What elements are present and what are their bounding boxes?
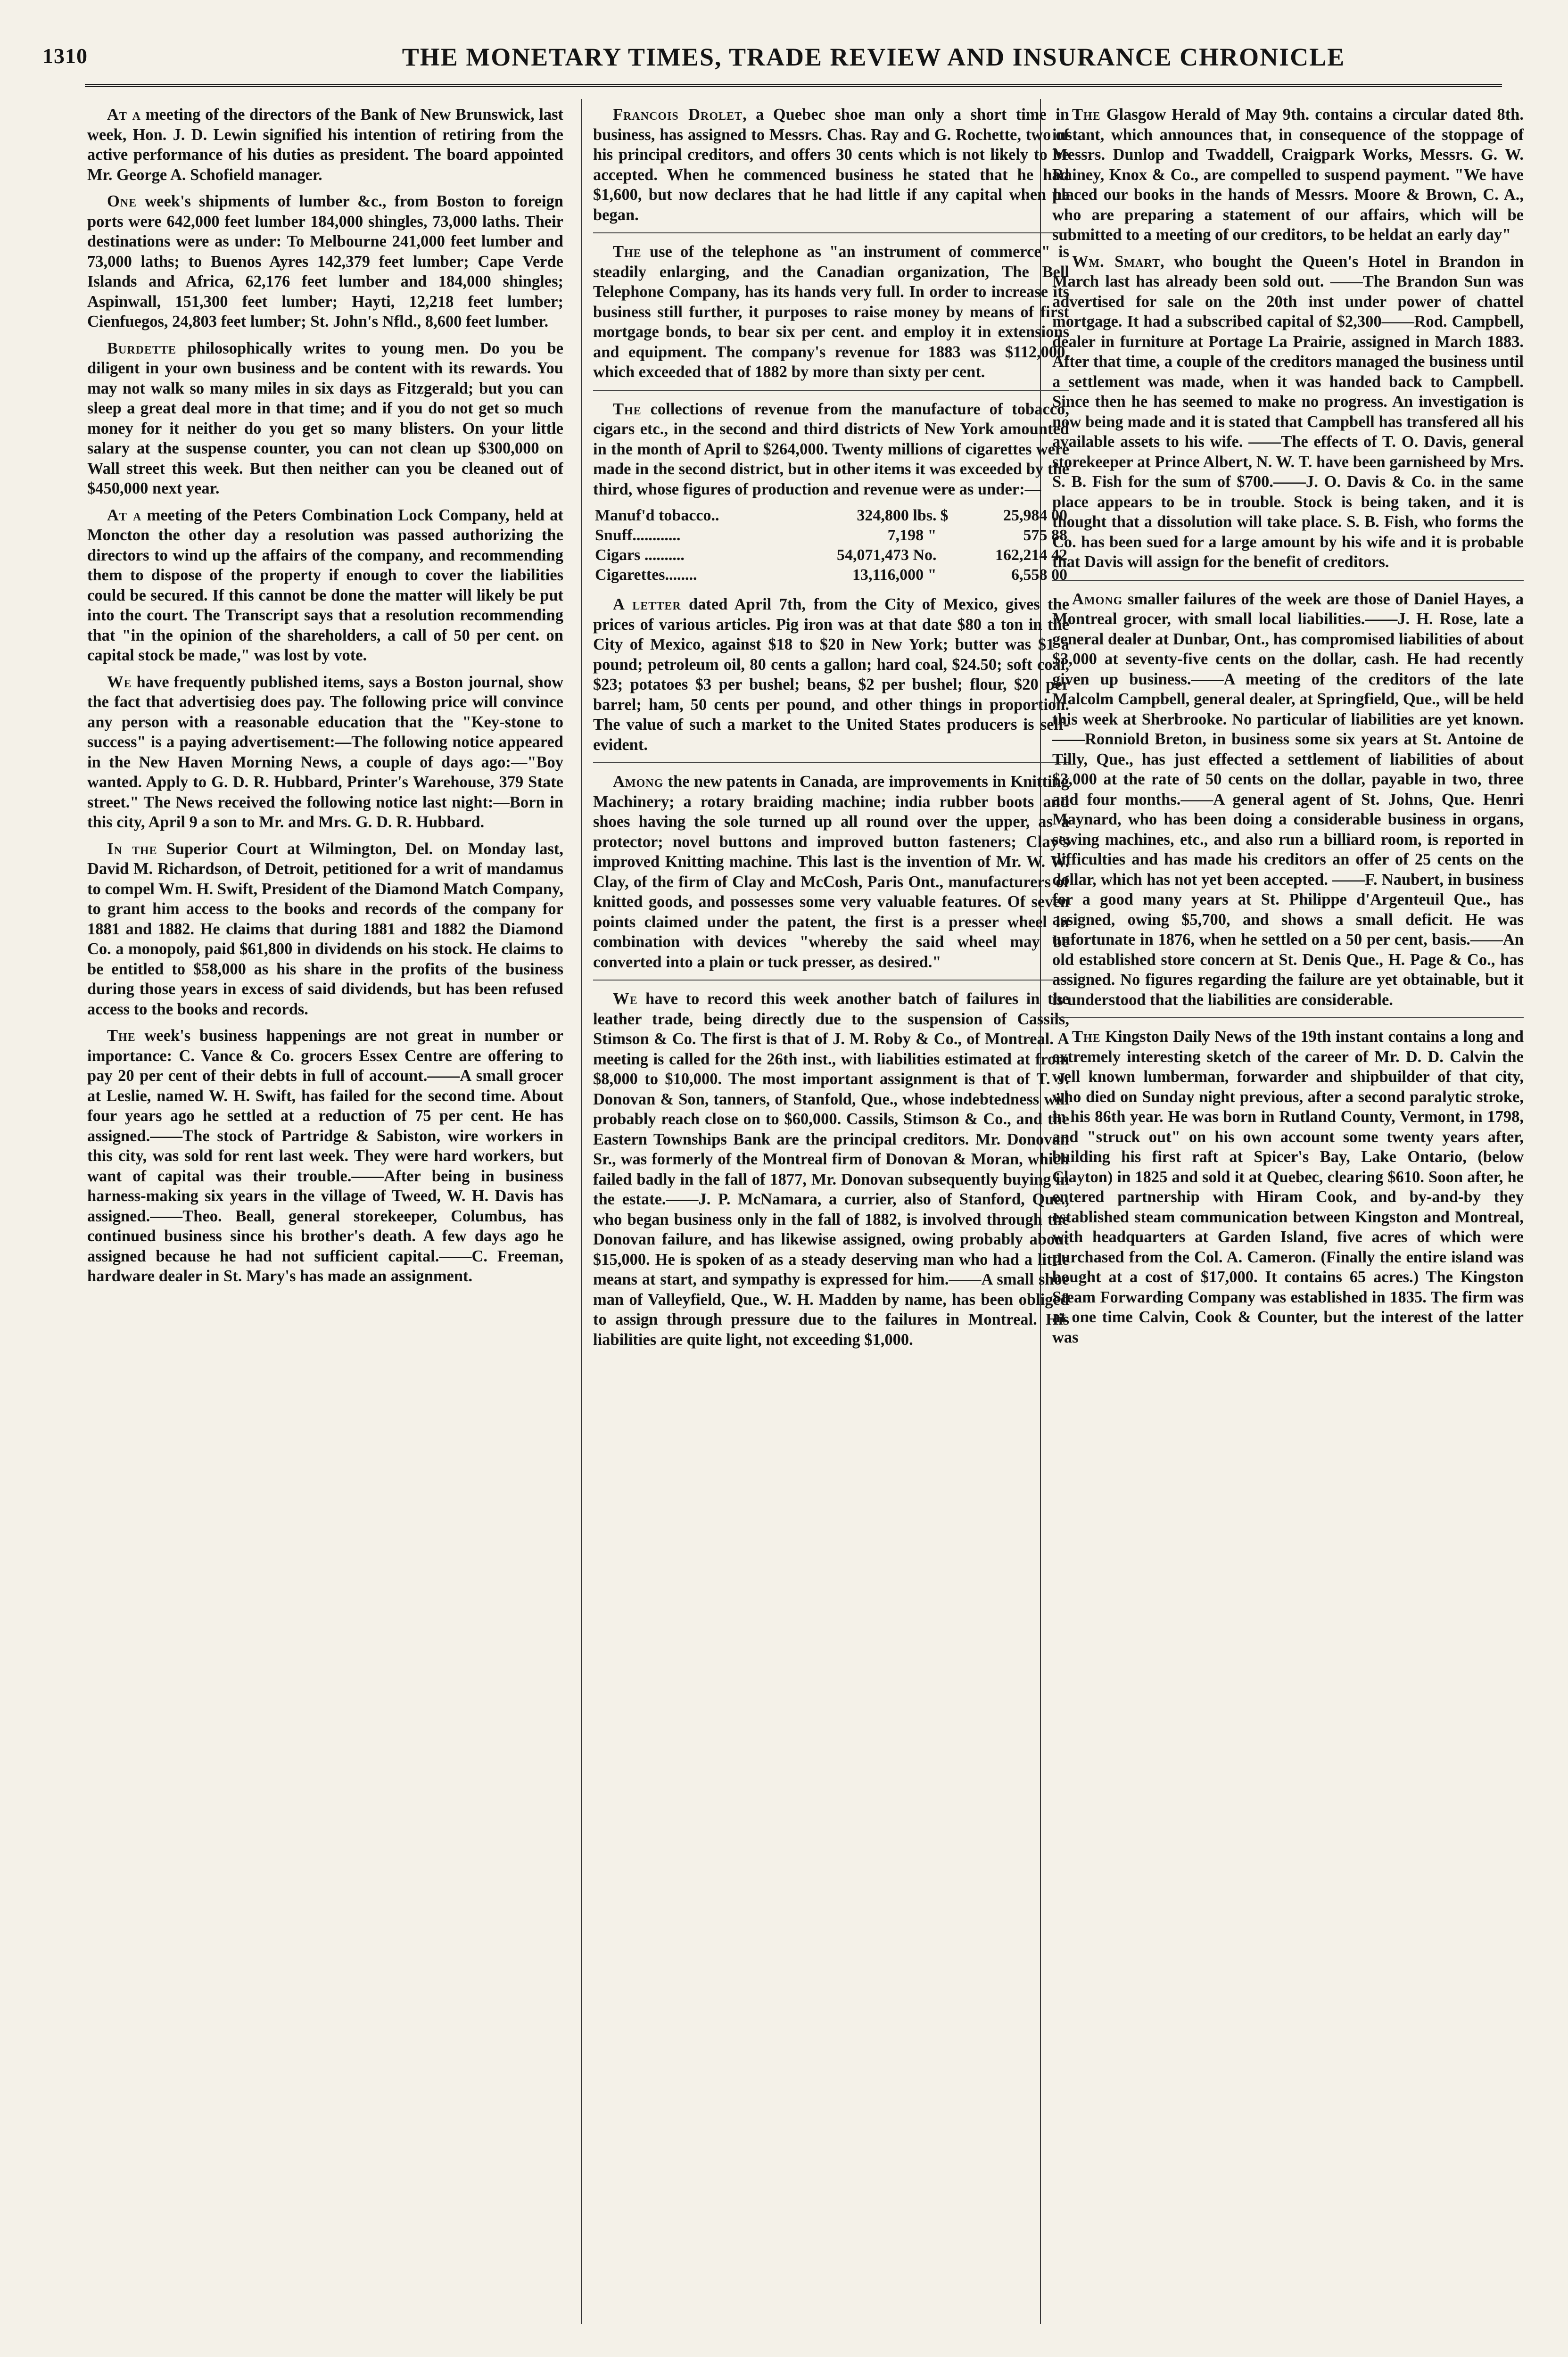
item-separator <box>593 232 1069 233</box>
table-row <box>593 506 1069 526</box>
table-cell-dollar <box>939 526 956 545</box>
column-rule-1 <box>581 99 582 2324</box>
article-lead: Francois Drolet <box>613 106 743 124</box>
article-text: the new patents in Canada, are improvements in Knitting Machinery; a rotary braiding machine; india rubber boots and shoes having the sole turned up all round over the upper, as a protector; novel buttons and improved button fasteners; Clay's improved Knitting machine. This last is the invention of Mr. W. W. Clay, of the firm of Clay and McCosh, Paris Ont., manufacturers of knitted goods, and possesses some very valuable features. Of seven points claimed under the patent, the first is a presser wheel in combination with devices "whereby the said wheel may be converted into a plain or tuck presser, as desired." <box>593 773 1069 971</box>
item-separator <box>593 390 1069 391</box>
article-text: meeting of the directors of the Bank of New Brunswick, last week, Hon. J. D. Lewin signified his intention of retiring from the active performance of his duties as president. The board appointed Mr. George A. Schofield manager. <box>87 106 563 184</box>
article-text: meeting of the Peters Combination Lock Company, held at Moncton the other day a resolution was passed authorizing the directors to wind up the affairs of the company, and recommending them to dispose of the property if enough to cover the liabilities could be secured. If this cannot be done the matter will likely be put into the court. The Transcript says that a resolution recommending that "in the opinion of the shareholders, a call of 50 per cent. on capital stock be made," was lost by vote. <box>87 506 563 664</box>
table-cell-item: Cigarettes........ <box>595 566 697 584</box>
article-mexico-prices <box>593 594 1069 755</box>
article-lead: Wm. Smart <box>1072 252 1160 271</box>
article-tobacco-revenue <box>593 399 1069 500</box>
table-cell-quantity: 13,116,000 " <box>852 566 937 584</box>
article-lead: The <box>107 1027 136 1045</box>
column-3 <box>1052 105 1524 2320</box>
article-lead: One <box>107 192 137 210</box>
article-text: Superior Court at Wilmington, Del. on Monday last, David M. Richardson, of Detroit, petitioned for a writ of mandamus to compel Wm. H. Swift, President of the Diamond Match Company, to grant him access to the books and records of the company for 1881 and 1882. He claims that during 1881 and 1882 the Diamond Co. a monopoly, paid $61,800 in dividends on his stock. He claims to be entitled to $58,000 as his share in the profits of the business during those years in excess of said dividends, but has been refused access to the books and records. <box>87 840 563 1018</box>
article-text: dated April 7th, from the City of Mexico, gives the prices of various articles. Pig iron was at that date $80 a ton in the City of Mexico, against $18 to $20 in New York; butter was $1 a pound; petroleum oil, 80 cents a gallon; hard coal, $24.50; soft coal, $23; potatoes $3 per bushel; beans, $2 per bushel; flour, $20 per barrel; ham, 50 cents per pound, and other things in proportion. The value of such a market to the United States producers is self-evident. <box>593 595 1069 754</box>
article-diamond-match <box>87 839 563 1020</box>
article-text: , a Quebec shoe man only a short time in business, has assigned to Messrs. Chas. Ray and G. Rochette, two of his principal creditors, and offers 30 cents which is not likely to be accepted. When he commenced business he stated that he had $1,600, but now declares that he had little if any capital when he began. <box>593 106 1069 224</box>
table-row <box>593 565 1069 585</box>
article-lead: A letter <box>613 595 681 613</box>
article-burdette <box>87 338 563 499</box>
article-patents <box>593 772 1069 972</box>
item-separator <box>593 980 1069 981</box>
article-lead: Burdette <box>107 339 177 357</box>
article-lead: The <box>613 400 642 418</box>
article-lead: At a <box>107 106 141 124</box>
article-lead: We <box>613 990 638 1008</box>
running-title: THE MONETARY TIMES, TRADE REVIEW AND INSURANCE CHRONICLE <box>402 43 1345 71</box>
table-cell-quantity: 324,800 lbs. <box>857 507 937 524</box>
article-text: week's shipments of lumber &c., from Boston to foreign ports were 642,000 feet lumber 184,000 shingles, 73,000 laths. Their destinations were as under: To Melbourne 241,000 feet lumber and 73,000 laths; to Buenos Ayres 142,379 feet lumber; Cape Verde Islands and Africa, 62,176 feet lumber and 184,000 shingles; Aspinwall, 151,300 feet lumber; Hayti, 12,218 feet lumber; Cienfuegos, 24,803 feet lumber; St. John's Nfld., 8,600 feet lumber. <box>87 192 563 330</box>
table-cell-dollar <box>939 545 956 565</box>
column-1 <box>87 105 563 2320</box>
table-cell-revenue: 6,558 00 <box>1011 566 1067 584</box>
table-cell-dollar <box>939 565 956 585</box>
header-rule <box>85 84 1502 90</box>
article-text: collections of revenue from the manufacture of tobacco, cigars etc., in the second and third districts of New York amounted in the month of April to $264,000. Twenty millions of cigarettes were made in the second district, but in other items it was exceeded by the third, whose figures of production and revenue were as under:— <box>593 400 1069 498</box>
article-lead: The <box>613 243 642 261</box>
article-text: have to record this week another batch of failures in the leather trade, being directly due to the suspension of Cassils, Stimson & Co. The first is that of J. M. Roby & Co., of Montreal. A meeting is called for the 26th inst., with liabilities estimated at from $8,000 to $10,000. The most important assignment is that of T. J. Donovan & Son, tanners, of Stanfold, Que., whose indebtedness will probably reach close on to $60,000. Cassils, Stimson & Co., and the Eastern Townships Bank are the principal creditors. Mr. Donovan Sr., was formerly of the Montreal firm of Donovan & Moran, which failed badly in the fall of 1877, Mr. Donovan subsequently buying in the estate.——J. P. McNamara, a currier, also of Stanford, Que., who began business only in the fall of 1882, is involved through the Donovan failure, and has likewise assigned, owing probably about $15,000. He is spoken of as a steady deserving man who had a little means at start, and sympathy is expressed for him.——A small shoe man of Valleyfield, Que., W. H. Madden by name, has been obliged to assign through pressure due to the failures in Montreal. His liabilities are quite light, not exceeding $1,000. <box>593 990 1069 1349</box>
article-smart-brandon <box>1052 252 1524 572</box>
article-smaller-failures <box>1052 589 1524 1010</box>
page-number: 1310 <box>42 44 88 68</box>
article-lead: Among <box>613 773 664 791</box>
table-cell-revenue: 575 88 <box>1023 527 1067 544</box>
article-text: week's business happenings are not great in number or importance: C. Vance & Co. grocers Essex Centre are offering to pay 20 per cent of their debts in full of account.——A small grocer at Leslie, named W. H. Swift, has failed for the second time. About four years ago he settled at a reduction of 75 per cent. He has assigned.——The stock of Partridge & Sabiston, wire workers in this city, was sold for rent last week. They were hard workers, but want of capital was their trouble.——After being in business harness-making six years in the village of Tweed, W. H. Davis has assigned.——Theo. Beall, general storekeeper, Columbus, has continued business since his brother's death. A few days ago he assigned because he had not sufficient capital.——C. Freeman, hardware dealer in St. Mary's has made an assignment. <box>87 1027 563 1285</box>
article-lead: The <box>1072 106 1101 124</box>
article-text: use of the telephone as "an instrument of commerce" is steadily enlarging, and the Canadian organization, The Bell Telephone Company, has its hands very full. In order to increase its business still further, it purposes to raise money by means of first mortgage bonds, to bear six per cent. and employ it in extensions and equipment. The company's revenue for 1883 was $112,000, which exceeded that of 1882 by more than sixty per cent. <box>593 243 1069 381</box>
article-text: smaller failures of the week are those of Daniel Hayes, a Montreal grocer, with small local liabilities.——J. H. Rose, late a general dealer at Dunbar, Ont., has compromised liabilities of about $3,000 at seventy-five cents on the dollar, cash. He had recently given up business.——A meeting of the creditors of the late Malcolm Campbell, general dealer, at Springfield, Que., will be held this week at Sherbrooke. No particular of liabilities are yet known.——Ronniold Breton, in business some six years at St. Antoine de Tilly, Que., has just effected a settlement of liabilities of about $3,000 at the rate of 50 cents on the dollar, payable in two, three and four months.——A general agent of St. Johns, Que. Henri Maynard, who has been doing a considerable business in organs, sewing machines, etc., and also run a billiard room, is reported in difficulties and has made his creditors an offer of 25 cents on the dollar, which has not yet been accepted. ——F. Naubert, in business for a good many years at St. Philippe d'Argenteuil Que., has assigned, owing $5,700, and shows a small deficit. He was unfortunate in 1876, when he settled on a 50 per cent, basis.——An old established store concern at St. Denis Que., H. Page & Co., has assigned. No figures regarding the failure are yet obtainable, but it is understood that the liabilities are considerable. <box>1052 590 1524 1009</box>
article-peters-lock-company <box>87 505 563 666</box>
article-leather-failures <box>593 989 1069 1350</box>
article-lead: Among <box>1072 590 1123 608</box>
article-text: philosophically writes to young men. Do you be diligent in your own business and be content with its rewards. You may not walk so many miles in six days as Fitzgerald; but you can sleep a great deal more in that time; and if you do not get so much money for it neither do you get so many blisters. On your little salary at the suspense counter, you can not clean up $300,000 on Wall street this week. But then neither can you be cleaned out of $450,000 next year. <box>87 339 563 497</box>
revenue-table <box>593 506 1069 585</box>
article-lead: At a <box>107 506 142 524</box>
table-cell-item: Manuf'd tobacco.. <box>595 507 719 524</box>
article-lead: The <box>1072 1028 1101 1046</box>
article-text: Glasgow Herald of May 9th. contains a circular dated 8th. instant, which announces that, in consequence of the stoppage of Messrs. Dunlop and Twaddell, Craigpark Works, Messrs. G. W. Rainey, Knox & Co., are compelled to suspend payment. "We have placed our books in the hands of Messrs. Moore & Brown, C. A., who are preparing a statement of our affairs, which will be submitted to a meeting of our creditors, to be heldat an early day" <box>1052 106 1524 244</box>
article-text: have frequently published items, says a Boston journal, show the fact that advertisieg does pay. The following price will convince any person with a reasonable education that the "Key-stone to success" is a paying advertisement:—The following notice appeared in the New Haven Morning News, a couple of days ago:—"Boy wanted. Apply to G. D. R. Hubbard, Printer's Warehouse, 379 State street." The News received the following notice last night:—Born in this city, April 9 a son to Mr. and Mrs. G. D. R. Hubbard. <box>87 673 563 831</box>
table-cell-revenue: 25,984 00 <box>1003 507 1067 524</box>
item-separator <box>593 762 1069 763</box>
table-cell-dollar: $ <box>940 507 949 524</box>
article-text: , who bought the Queen's Hotel in Brandon in March last has already been sold out. ——The Brandon Sun was advertised for sale on the 20th inst under power of chattel mortgage. It had a subscribed capital of $2,300——Rod. Campbell, dealer in furniture at Portage La Prairie, assigned in March 1883. After that time, a couple of the creditors managed the business until a settlement was made, when it was handed back to Campbell. Since then he has seemed to make no progress. An investigation is now being made and it is stated that Campbell has transfered all his available assets to his wife. ——The effects of T. O. Davis, general storekeeper at Prince Albert, N. W. T. have been garnisheed by Mrs. S. B. Fish for the sum of $700.——J. O. Davis & Co. in the same place appears to be in trouble. Stock is being taken, and it is thought that a dissolution will take place. S. B. Fish, who forms the Co. has been sued for a large amount by his wife and it is probable that Davis will assign for the benefit of creditors. <box>1052 252 1524 571</box>
article-text: Kingston Daily News of the 19th instant contains a long and extremely interesting sketch of the career of Mr. D. D. Calvin the well known lumberman, forwarder and shipbuilder of that city, who died on Sunday night previous, after a second paralytic stroke, in his 86th year. He was born in Rutland County, Vermont, in 1798, and "struck out" on his own account some twenty years after, building his first raft at Spicer's Bay, Lake Ontario, (below Clayton) in 1825 and sold it at Quebec, clearing $610. Soon after, he entered partnership with Hiram Cook, and by-and-by they established steam communication between Kingston and Montreal, with headquarters at Garden Island, five acres of which were purchased from the Col. A. Cameron. (Finally the entire island was bought at a cost of $17,000. It contains 65 acres.) The Kingston Steam Forwarding Company was established in 1835. The firm was at one time Calvin, Cook & Counter, but the interest of the latter was <box>1052 1028 1524 1346</box>
table-row <box>593 526 1069 545</box>
article-bank-new-brunswick <box>87 105 563 185</box>
article-advertising-pays <box>87 672 563 832</box>
table-cell-quantity: 54,071,473 No. <box>836 546 937 564</box>
article-glasgow-herald <box>1052 105 1524 245</box>
article-business-happenings <box>87 1026 563 1286</box>
column-2 <box>593 105 1069 2320</box>
article-kingston-calvin <box>1052 1027 1524 1347</box>
table-cell-item: Cigars .......... <box>595 546 685 564</box>
table-cell-item: Snuff............ <box>595 527 681 544</box>
table-cell-revenue: 162,214 42 <box>995 546 1067 564</box>
table-cell-quantity: 7,198 " <box>887 527 937 544</box>
article-drolet <box>593 105 1069 225</box>
item-separator <box>1052 580 1524 581</box>
article-lumber-shipments <box>87 191 563 332</box>
article-lead: In the <box>107 840 157 858</box>
article-lead: We <box>107 673 132 691</box>
item-separator <box>1052 1017 1524 1018</box>
table-row <box>593 545 1069 565</box>
article-telephone <box>593 242 1069 382</box>
